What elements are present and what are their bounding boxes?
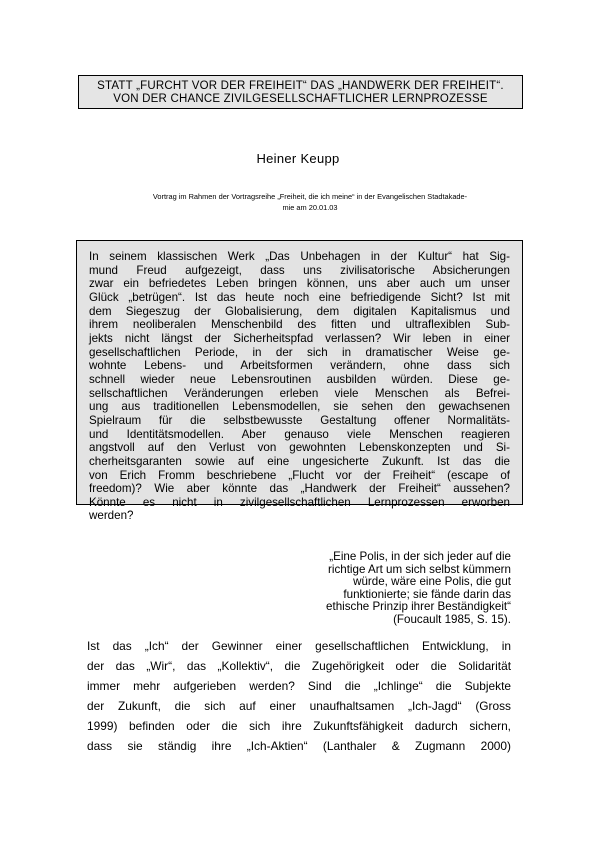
quote-line: „Eine Polis, in der sich jeder auf die: [329, 550, 511, 563]
body-line: der das „Wir“, das „Kollektiv“, die Zugehörigkeit oder die Solidarität: [87, 659, 511, 673]
abstract-line: ung aus traditionellen Lebensmodellen, sie sehen den gewachsenen: [89, 400, 510, 414]
body-line: dass sie ständig ihre „Ich-Aktien“ (Lanthaler & Zugmann 2000): [87, 739, 511, 753]
quote-line: ethische Prinzip ihrer Beständigkeit“: [326, 600, 511, 614]
abstract-line: mund Freud aufgezeigt, dass uns zivilisatorische Absicherungen: [89, 263, 510, 277]
abstract-line: gesellschaftlichen Periode, in der sich in dramatischer Weise ge-: [89, 345, 510, 359]
abstract-line: angstvoll auf den Verlust von gewohnten Lebenskonzepten und Si-: [89, 441, 510, 455]
abstract-line: Glück „betrügen“. Ist das heute noch eine befriedigende Sicht? Ist mit: [89, 290, 510, 304]
abstract-line: wohnte Lebens- und Arbeitsformen verändern, ohne dass sich: [89, 359, 510, 373]
quote-citation: (Foucault 1985, S. 15).: [393, 612, 511, 626]
abstract-line: ihrem neoliberalen Menschenbild des fitten und ultraflexiblen Sub-: [89, 318, 510, 332]
author-name: Heiner Keupp: [256, 151, 340, 166]
abstract-line: jekts nicht längst der Sicherheitspfad verlassen? Wir leben in einer: [89, 331, 510, 345]
quote-line: würde, wäre eine Polis, die gut: [353, 575, 511, 589]
abstract-line: freedom)? Wie aber könnte das „Handwerk der Freiheit“ aussehen?: [89, 482, 510, 496]
lecture-subtitle: [110, 191, 510, 213]
quote-line: funktionierte; sie fände darin das: [343, 587, 511, 601]
abstract-line: Spielraum für die selbstbewusste Gestaltung offener Normalitäts-: [89, 413, 510, 427]
abstract-line: und Identitätsmodellen. Aber genauso viele Menschen reagieren: [89, 427, 510, 441]
title-line-2: VON DER CHANCE ZIVILGESELLSCHAFTLICHER LERNPROZESSE: [113, 93, 488, 105]
abstract-box: [76, 240, 523, 523]
body-line: Ist das „Ich“ der Gewinner einer gesellschaftlichen Entwicklung, in: [87, 639, 511, 653]
abstract-line: Könnte es nicht in zivilgesellschaftlichen Lernprozessen erworben: [89, 495, 510, 509]
abstract-line: sellschaftlichen Veränderungen erleben viele Menschen als Befrei-: [89, 386, 510, 400]
abstract-line: dem Siegeszug der Globalisierung, dem digitalen Kapitalismus und: [89, 304, 510, 318]
body-paragraph: [87, 636, 511, 756]
body-line: der Zukunft, die sich auf einer unaufhaltsamen „Ich-Jagd“ (Gross: [87, 699, 511, 713]
abstract-line: zwar ein befriedetes Leben bringen können, uns aber auch um unser: [89, 277, 510, 291]
subtitle-line-1: Vortrag im Rahmen der Vortragsreihe „Freiheit, die ich meine“ in der Evangelischen Stadtakade-: [152, 192, 468, 201]
epigraph-quote: [200, 551, 511, 627]
abstract-line: werden?: [89, 509, 134, 523]
body-line: immer mehr aufgerieben werden? Sind die „Ichlinge“ die Subjekte: [87, 679, 511, 693]
abstract-line: schnell wieder neue Lebensroutinen ausbilden würden. Diese ge-: [89, 372, 510, 386]
abstract-line: von Erich Fromm beschriebene „Flucht vor der Freiheit“ (escape of: [89, 468, 510, 482]
body-line: 1999) befinden oder die sich ihre Zukunftsfähigkeit dadurch sichern,: [87, 719, 511, 733]
subtitle-line-2: mie am 20.01.03: [282, 203, 338, 212]
quote-line: richtige Art um sich selbst kümmern: [328, 562, 511, 576]
title-line-1: STATT „FURCHT VOR DER FREIHEIT“ DAS „HANDWERK DER FREIHEIT“.: [97, 80, 504, 92]
title-box: [78, 75, 523, 109]
abstract-line: cherheitsgaranten sowie auf eine ungesicherte Zukunft. Ist das die: [89, 454, 510, 468]
abstract-line: In seinem klassischen Werk „Das Unbehagen in der Kultur“ hat Sig-: [89, 250, 510, 263]
